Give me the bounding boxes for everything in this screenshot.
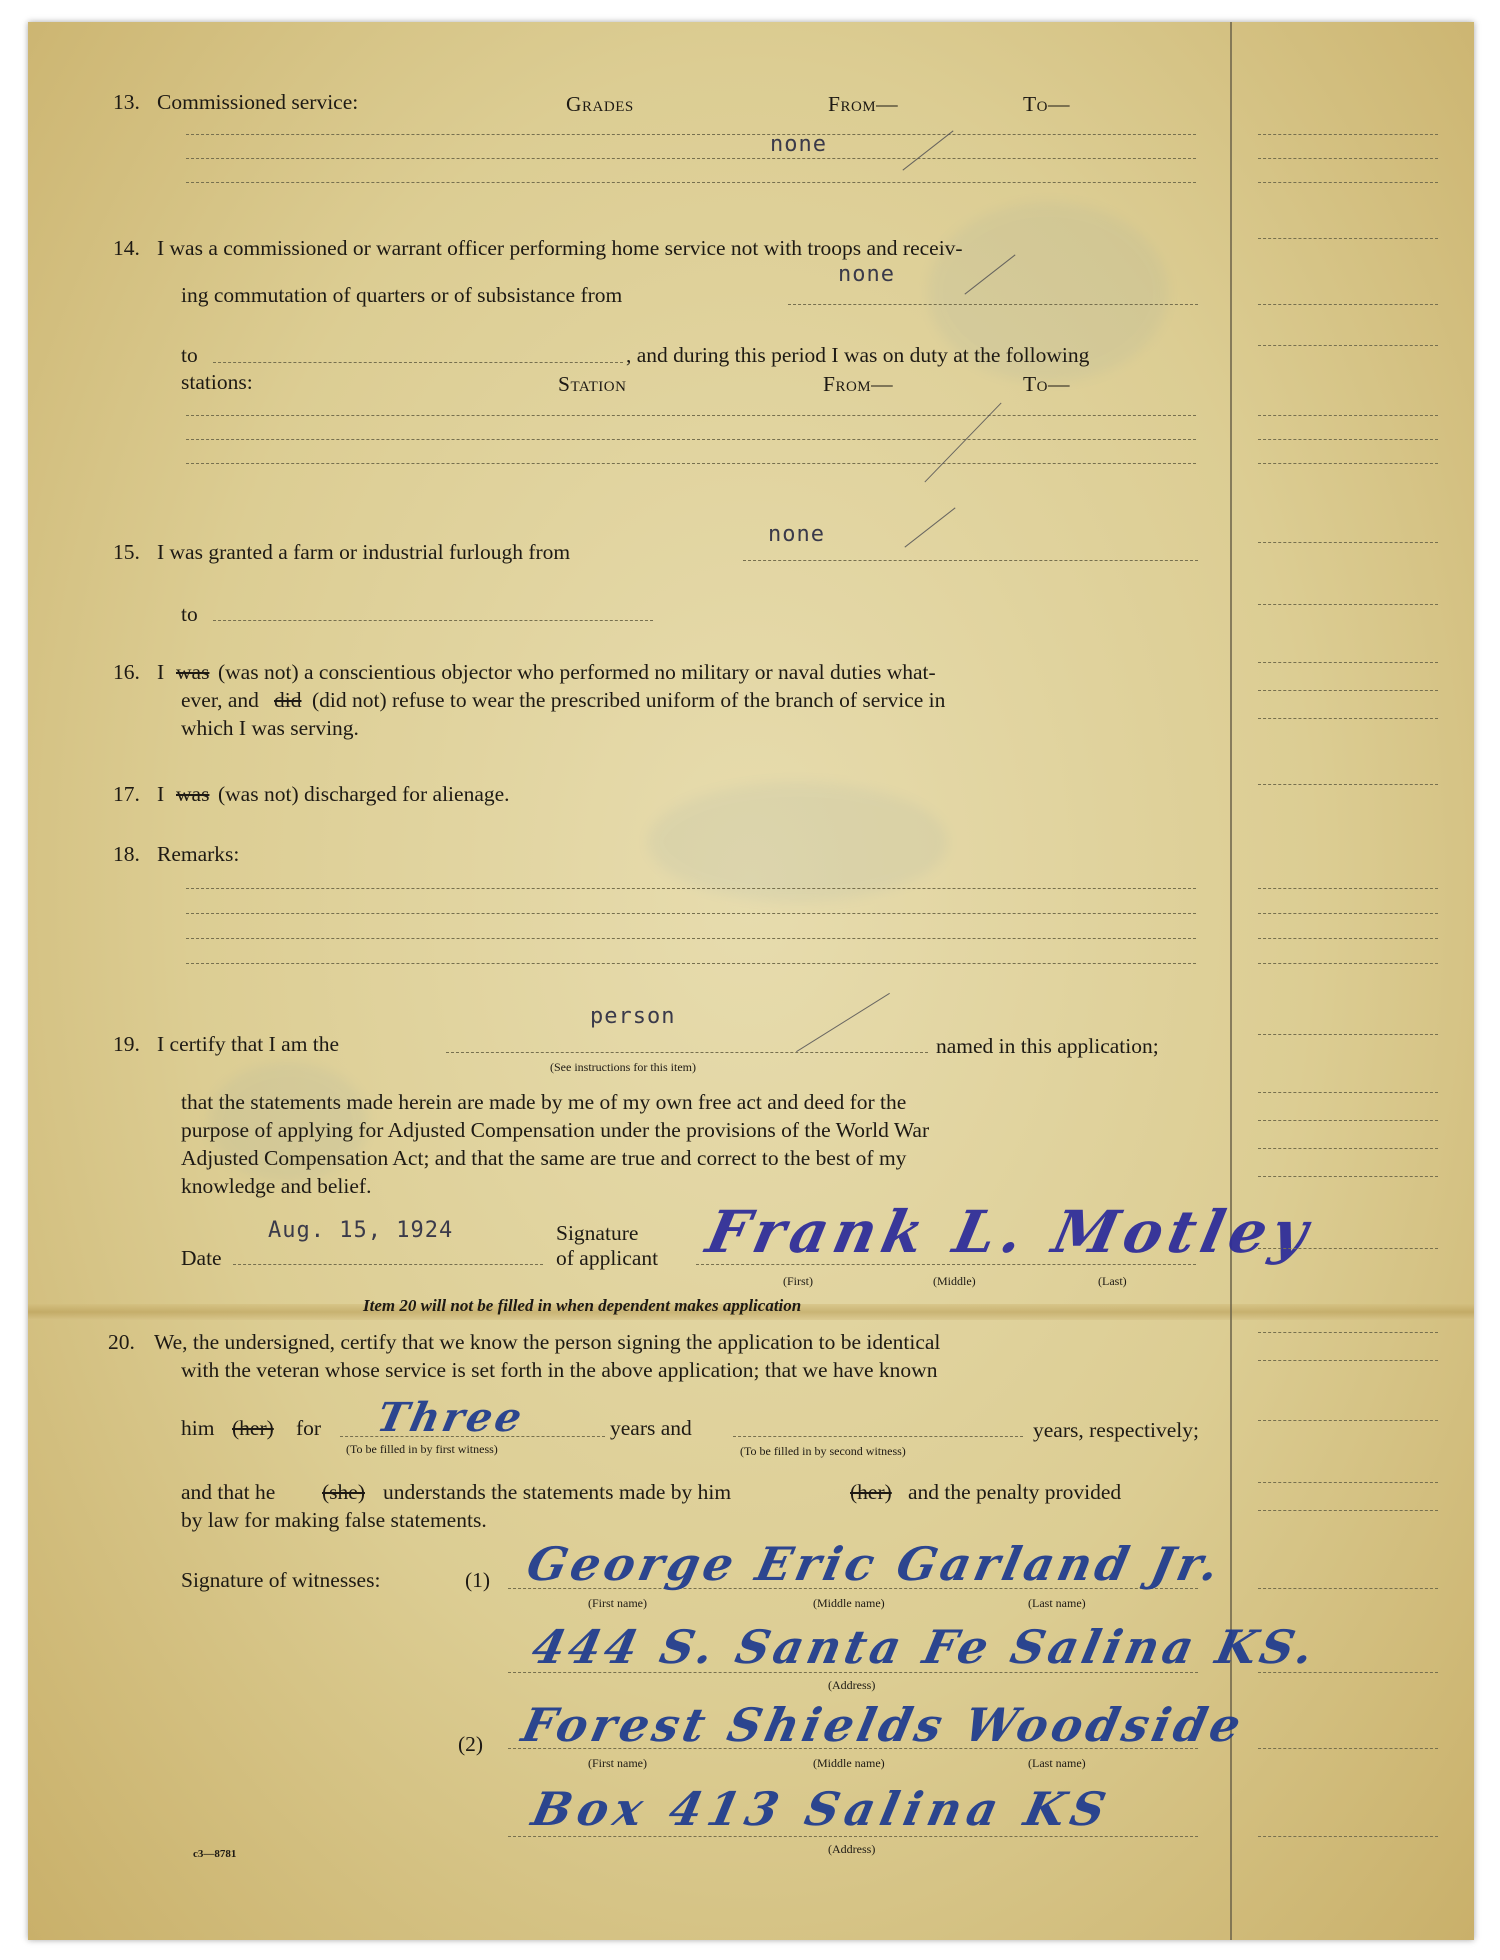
witness-1-caption-first: (First name) xyxy=(588,1596,647,1610)
item-18-remarks-line xyxy=(186,888,1196,889)
item-18-remarks-line xyxy=(186,913,1196,914)
margin-entry-line xyxy=(1258,784,1438,785)
item-19-caption-last: (Last) xyxy=(1098,1274,1127,1288)
item-13-number: 13. xyxy=(113,90,140,114)
item-14-to-header: To— xyxy=(1023,372,1070,396)
item-20-for: for xyxy=(296,1416,322,1440)
item-16-line-1: (was not) a conscientious objector who performed no military or naval duties what- xyxy=(218,660,936,684)
margin-entry-line xyxy=(1258,963,1438,964)
margin-entry-line xyxy=(1258,1588,1438,1589)
applicant-signature: Frank L. Motley xyxy=(700,1198,1320,1266)
margin-entry-line xyxy=(1258,888,1438,889)
witness-2-caption-middle: (Middle name) xyxy=(813,1756,885,1770)
margin-entry-line xyxy=(1258,1120,1438,1121)
item-19-date-label: Date xyxy=(181,1246,222,1270)
margin-entry-line xyxy=(1258,1420,1438,1421)
witness-2-address: Box 413 Salina KS xyxy=(527,1782,1117,1836)
item-19-fill-line xyxy=(446,1052,928,1053)
item-14-stations-label: stations: xyxy=(181,370,253,394)
item-19-typed-value: person xyxy=(590,1004,676,1029)
margin-entry-line xyxy=(1258,542,1438,543)
item-15-to-label: to xyxy=(181,602,198,626)
margin-entry-line xyxy=(1258,463,1438,464)
item-13-line xyxy=(186,158,1196,159)
item-14-station-line xyxy=(186,463,1196,464)
margin-entry-line xyxy=(1258,439,1438,440)
margin-entry-line xyxy=(1258,1510,1438,1511)
item-20-she-struck: (she) xyxy=(322,1480,365,1504)
item-15-fill-line xyxy=(743,560,1198,561)
item-14-typed-value: none xyxy=(838,262,895,287)
item-19-para-3: Adjusted Compensation Act; and that the same are true and correct to the best of my xyxy=(181,1146,907,1170)
item-16-line-2a: ever, and xyxy=(181,688,259,712)
item-18-remarks-line xyxy=(186,963,1196,964)
margin-entry-line xyxy=(1258,415,1438,416)
item-14-station-line xyxy=(186,415,1196,416)
item-14-line-1: I was a commissioned or warrant officer performing home service not with troops and receiv- xyxy=(157,236,963,260)
item-15-to-line xyxy=(213,620,653,621)
witness-1-caption-last: (Last name) xyxy=(1028,1596,1086,1610)
item-17-number: 17. xyxy=(113,782,140,806)
item-17-i: I xyxy=(157,782,165,806)
item-20-notice: Item 20 will not be filled in when dependent makes application xyxy=(363,1296,802,1315)
margin-entry-line xyxy=(1258,238,1438,239)
margin-entry-line xyxy=(1258,690,1438,691)
margin-entry-line xyxy=(1258,913,1438,914)
item-15-number: 15. xyxy=(113,540,140,564)
item-19-para-2: purpose of applying for Adjusted Compensation under the provisions of the World War xyxy=(181,1118,930,1142)
witness-1-number: (1) xyxy=(465,1568,491,1592)
item-20-caption-first-witness: (To be filled in by first witness) xyxy=(346,1442,498,1456)
item-20-line-1: We, the undersigned, certify that we know the person signing the application to be identical xyxy=(154,1330,941,1354)
item-15-text: I was granted a farm or industrial furlough from xyxy=(157,540,571,564)
item-14-line-2: ing commutation of quarters or of subsistance from xyxy=(181,283,623,307)
item-13-typed-value: none xyxy=(770,132,827,157)
witness-2-signature: Forest Shields Woodside xyxy=(517,1698,1250,1752)
margin-entry-line xyxy=(1258,1176,1438,1177)
check-mark xyxy=(902,130,953,170)
witness-label: Signature of witnesses: xyxy=(181,1568,381,1592)
item-14-number: 14. xyxy=(113,236,140,260)
item-20-years-respectively: years, respectively; xyxy=(1033,1418,1199,1442)
margin-entry-line xyxy=(1258,938,1438,939)
item-13-to-header: To— xyxy=(1023,92,1070,116)
witness-2-caption-last: (Last name) xyxy=(1028,1756,1086,1770)
margin-entry-line xyxy=(1258,662,1438,663)
margin-entry-line xyxy=(1258,182,1438,183)
item-19-para-1: that the statements made herein are made by me of my own free act and deed for the xyxy=(181,1090,907,1114)
item-19-caption: (See instructions for this item) xyxy=(550,1060,696,1074)
margin-entry-line xyxy=(1258,1148,1438,1149)
check-mark xyxy=(904,507,955,547)
item-18-number: 18. xyxy=(113,842,140,866)
witness-1-caption-middle: (Middle name) xyxy=(813,1596,885,1610)
item-16-line-2b: (did not) refuse to wear the prescribed uniform of the branch of service in xyxy=(312,688,946,712)
item-20-line-4a: and that he xyxy=(181,1480,276,1504)
item-13-from-header: From— xyxy=(828,92,899,116)
item-19-lead: I certify that I am the xyxy=(157,1032,340,1056)
item-20-years-and: years and xyxy=(610,1416,692,1440)
witness-2-address-line xyxy=(508,1836,1198,1837)
item-17-was-struck: was xyxy=(176,782,210,806)
item-20-line-5: by law for making false statements. xyxy=(181,1508,487,1532)
witness-2-caption-address: (Address) xyxy=(828,1842,876,1856)
item-20-him: him xyxy=(181,1416,215,1440)
margin-entry-line xyxy=(1258,1332,1438,1333)
item-13-grades-header: Grades xyxy=(566,92,634,116)
item-14-from-header: From— xyxy=(823,372,894,396)
item-20-number: 20. xyxy=(108,1330,135,1354)
item-13-line xyxy=(186,182,1196,183)
item-20-second-witness-line xyxy=(733,1436,1023,1437)
witness-1-signature: George Eric Garland Jr. xyxy=(522,1537,1228,1591)
margin-entry-line xyxy=(1258,304,1438,305)
margin-entry-line xyxy=(1258,345,1438,346)
item-14-to-line xyxy=(213,362,623,363)
item-16-was-struck: was xyxy=(176,660,210,684)
item-20-her-struck: (her) xyxy=(232,1416,274,1440)
margin-entry-line xyxy=(1258,1482,1438,1483)
item-16-number: 16. xyxy=(113,660,140,684)
margin-entry-line xyxy=(1258,1748,1438,1749)
item-16-line-3: which I was serving. xyxy=(181,716,359,740)
witness-2-caption-first: (First name) xyxy=(588,1756,647,1770)
item-14-to-label: to xyxy=(181,343,198,367)
item-19-signature-label-2: of applicant xyxy=(556,1246,659,1270)
margin-entry-line xyxy=(1258,158,1438,159)
item-16-did-struck: did xyxy=(274,688,302,712)
item-19-number: 19. xyxy=(113,1032,140,1056)
item-19-caption-middle: (Middle) xyxy=(933,1274,976,1288)
form-code: c3—8781 xyxy=(193,1848,237,1860)
item-20-her2-struck: (her) xyxy=(850,1480,892,1504)
item-13-line xyxy=(186,134,1196,135)
witness-2-number: (2) xyxy=(458,1732,484,1756)
item-19-date-value: Aug. 15, 1924 xyxy=(268,1218,454,1243)
item-18-remarks-line xyxy=(186,938,1196,939)
item-14-station-header: Station xyxy=(558,372,627,396)
item-14-fill-line xyxy=(788,304,1198,305)
item-19-para-4: knowledge and belief. xyxy=(181,1174,372,1198)
margin-entry-line xyxy=(1258,604,1438,605)
item-17-text: (was not) discharged for alienage. xyxy=(218,782,510,806)
item-18-label: Remarks: xyxy=(157,842,240,866)
item-19-date-line xyxy=(233,1264,543,1265)
check-mark xyxy=(796,993,890,1052)
form-page xyxy=(28,22,1474,1940)
item-14-line-3: , and during this period I was on duty at the following xyxy=(626,343,1090,367)
item-20-line-4b: understands the statements made by him xyxy=(383,1480,732,1504)
margin-entry-line xyxy=(1258,1672,1438,1673)
margin-entry-line xyxy=(1258,1034,1438,1035)
margin-entry-line xyxy=(1258,134,1438,135)
margin-entry-line xyxy=(1258,718,1438,719)
margin-entry-line xyxy=(1258,1248,1438,1249)
item-20-line-2: with the veteran whose service is set forth in the above application; that we have known xyxy=(181,1358,938,1382)
item-19-tail: named in this application; xyxy=(936,1034,1159,1058)
witness-1-address: 444 S. Santa Fe Salina KS. xyxy=(527,1620,1323,1674)
item-20-years-handwritten: Three xyxy=(373,1394,529,1441)
margin-entry-line xyxy=(1258,1092,1438,1093)
item-15-typed-value: none xyxy=(768,522,825,547)
item-19-signature-label-1: Signature xyxy=(556,1221,639,1245)
margin-entry-line xyxy=(1258,1360,1438,1361)
item-16-i: I xyxy=(157,660,165,684)
item-13-label: Commissioned service: xyxy=(157,90,359,114)
witness-1-caption-address: (Address) xyxy=(828,1678,876,1692)
item-14-station-line xyxy=(186,439,1196,440)
margin-entry-line xyxy=(1258,1836,1438,1837)
item-20-line-4c: and the penalty provided xyxy=(908,1480,1122,1504)
item-20-caption-second-witness: (To be filled in by second witness) xyxy=(740,1444,906,1458)
item-19-caption-first: (First) xyxy=(783,1274,813,1288)
